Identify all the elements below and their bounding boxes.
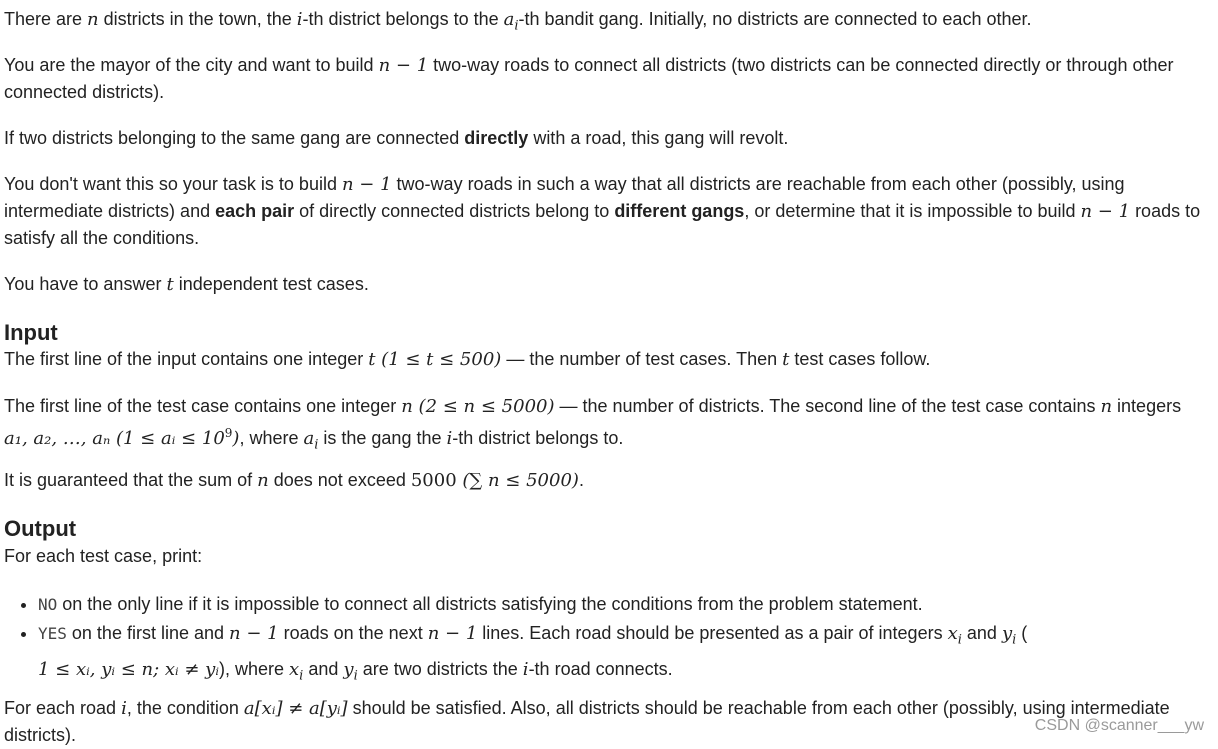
input-heading: Input [4, 320, 58, 345]
paragraph-mayor: You are the mayor of the city and want to build n − 1 two-way roads to connect all districts (two districts can be connected directly or through other connected districts). [4, 55, 1174, 102]
list-item: • NO on the only line if it is impossible to connect all districts satisfying the conditions from the problem statement. [38, 590, 1027, 619]
paragraph-test-cases: You have to answer t independent test cases. [4, 274, 369, 295]
paragraph-input-first-line: The first line of the input contains one integer t (1 ≤ t ≤ 500) — the number of test cases. Then t test cases follow. [4, 349, 931, 370]
list-item: • YES on the first line and n − 1 roads on the next n − 1 lines. Each road should be presented as a pair of integers $x_i$ and $y_i$ ( 1 ≤ xᵢ, yᵢ ≤ n; xᵢ ≠ yᵢ), where $x_i$ and $y_i$ are two districts the i-th road connects. [38, 619, 1027, 690]
paragraph-guarantee: It is guaranteed that the sum of n does not exceed 5000 (∑ n ≤ 5000). [4, 470, 584, 491]
paragraph-output-intro: For each test case, print: [4, 546, 203, 566]
paragraph-intro: There are n districts in the town, the i-th district belongs to the $a_i-th$ bandit gang. Initially, no districts are connected to each other. [4, 9, 1032, 34]
paragraph-input-test-case: The first line of the test case contains one integer n (2 ≤ n ≤ 5000) — the number of districts. The second line of the test case contains n integers a₁, a₂, …, aₙ (1 ≤ aᵢ ≤ $10^9$), where $a_i$ is the gang the i-th district belongs to. [4, 396, 1182, 453]
watermark: CSDN @scanner___yw [1034, 717, 1204, 734]
paragraph-task: You don't want this so your task is to build n − 1 two-way roads in such a way that all districts are reachable from each other (possibly, using intermediate districts) and each pair of directly connected districts belong to different gangs, or determine that it is impossible to build n − 1 roads to satisfy all the conditions. [4, 174, 1201, 248]
output-bullet-list [4, 590, 1027, 690]
paragraph-road-condition: For each road i, the condition a[xᵢ] ≠ a[yᵢ] should be satisfied. Also, all districts should be reachable from each other (possibly, using intermediate districts). [4, 698, 1170, 745]
paragraph-revolt: If two districts belonging to the same gang are connected directly with a road, this gang will revolt. [4, 128, 789, 148]
output-heading: Output [4, 516, 77, 541]
